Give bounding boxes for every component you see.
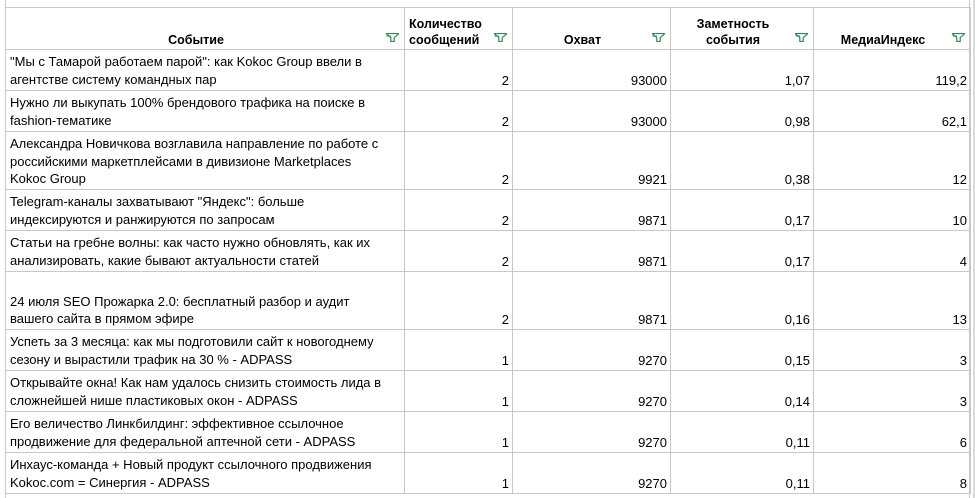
event-cell[interactable] bbox=[6, 231, 405, 272]
header-label: сообщений bbox=[409, 33, 480, 47]
event-line bbox=[10, 275, 400, 293]
reach-cell[interactable]: 9270 bbox=[513, 371, 671, 412]
count-cell[interactable]: 1 bbox=[405, 330, 513, 371]
header-label: МедиаИндекс bbox=[840, 33, 926, 47]
filter-icon[interactable] bbox=[952, 33, 965, 42]
count-cell[interactable]: 2 bbox=[405, 231, 513, 272]
reach-cell[interactable]: 93000 bbox=[513, 50, 671, 91]
event-line: анализировать, какие бывают актуальности статей bbox=[10, 252, 320, 268]
event-cell[interactable] bbox=[6, 50, 405, 91]
event-line: Инхаус-команда + Новый продукт ссылочного продвижения bbox=[10, 457, 372, 472]
count-cell[interactable]: 2 bbox=[405, 132, 513, 190]
event-cell[interactable] bbox=[6, 330, 405, 371]
event-line: Нужно ли выкупать 100% брендового трафика на поиске в bbox=[10, 95, 365, 110]
count-cell[interactable]: 1 bbox=[405, 453, 513, 494]
mediaindex-cell[interactable]: 8 bbox=[814, 453, 971, 494]
count-cell[interactable]: 2 bbox=[405, 190, 513, 231]
visibility-cell[interactable]: 0,11 bbox=[671, 453, 814, 494]
column-header-visibility[interactable] bbox=[671, 8, 814, 50]
event-line: Статьи на гребне волны: как часто нужно обновлять, как их bbox=[10, 235, 371, 250]
event-cell[interactable] bbox=[6, 132, 405, 190]
reach-cell[interactable]: 9270 bbox=[513, 412, 671, 453]
mediaindex-cell[interactable]: 3 bbox=[814, 330, 971, 371]
mediaindex-cell[interactable]: 119,2 bbox=[814, 50, 971, 91]
table-row bbox=[6, 91, 971, 132]
column-header-count[interactable] bbox=[405, 8, 513, 50]
mediaindex-cell[interactable]: 4 bbox=[814, 231, 971, 272]
count-cell[interactable]: 2 bbox=[405, 272, 513, 330]
event-cell[interactable] bbox=[6, 272, 405, 330]
table-row bbox=[6, 231, 971, 272]
event-line: сложнейшей нише пластиковых окон - ADPASS bbox=[10, 392, 298, 408]
table-row bbox=[6, 330, 971, 371]
header-label: Охват bbox=[563, 33, 602, 47]
reach-cell[interactable]: 9871 bbox=[513, 231, 671, 272]
visibility-cell[interactable]: 1,07 bbox=[671, 50, 814, 91]
event-line: "Мы с Тамарой работаем парой": как Kokoc Group ввели в bbox=[10, 54, 362, 69]
filter-icon[interactable] bbox=[386, 33, 399, 42]
event-cell[interactable] bbox=[6, 190, 405, 231]
header-label: Событие bbox=[168, 33, 224, 47]
event-line: Kokoc Group bbox=[10, 171, 86, 186]
visibility-cell[interactable]: 0,98 bbox=[671, 91, 814, 132]
visibility-cell[interactable]: 0,17 bbox=[671, 190, 814, 231]
table-row bbox=[6, 132, 971, 190]
mediaindex-cell[interactable]: 13 bbox=[814, 272, 971, 330]
visibility-cell[interactable]: 0,38 bbox=[671, 132, 814, 190]
table-row bbox=[6, 50, 971, 91]
event-line: российскими маркетплейсами в дивизионе Marketplaces bbox=[10, 153, 352, 169]
visibility-cell[interactable]: 0,16 bbox=[671, 272, 814, 330]
event-cell[interactable] bbox=[6, 371, 405, 412]
event-line: Открывайте окна! Как нам удалось снизить стоимость лида в bbox=[10, 375, 382, 390]
events-table bbox=[5, 7, 971, 494]
header-label: события bbox=[705, 33, 761, 47]
table-row bbox=[6, 190, 971, 231]
reach-cell[interactable]: 9270 bbox=[513, 330, 671, 371]
mediaindex-cell[interactable]: 3 bbox=[814, 371, 971, 412]
filter-icon[interactable] bbox=[795, 33, 808, 42]
column-header-event[interactable] bbox=[6, 8, 405, 50]
event-line: fashion-тематике bbox=[10, 112, 112, 128]
count-cell[interactable]: 1 bbox=[405, 412, 513, 453]
column-header-mediaindex[interactable] bbox=[814, 8, 971, 50]
mediaindex-cell[interactable]: 12 bbox=[814, 132, 971, 190]
table-row bbox=[6, 412, 971, 453]
mediaindex-cell[interactable]: 10 bbox=[814, 190, 971, 231]
visibility-cell[interactable]: 0,14 bbox=[671, 371, 814, 412]
mediaindex-cell[interactable]: 6 bbox=[814, 412, 971, 453]
event-line: Telegram-каналы захватывают "Яндекс": больше bbox=[10, 194, 305, 209]
event-line: Его величество Линкбилдинг: эффективное ссылочное bbox=[10, 416, 344, 431]
event-line: Kokoc.com = Синергия - ADPASS bbox=[10, 474, 210, 490]
event-line: 24 июля SEO Прожарка 2.0: бесплатный разбор и аудит bbox=[10, 293, 350, 309]
event-line: Александра Новичкова возглавила направление по работе с bbox=[10, 136, 379, 151]
reach-cell[interactable]: 9270 bbox=[513, 453, 671, 494]
filter-icon[interactable] bbox=[494, 33, 507, 42]
count-cell[interactable]: 2 bbox=[405, 91, 513, 132]
filter-icon[interactable] bbox=[652, 33, 665, 42]
header-label: Заметность bbox=[696, 17, 770, 31]
reach-cell[interactable]: 9921 bbox=[513, 132, 671, 190]
visibility-cell[interactable]: 0,17 bbox=[671, 231, 814, 272]
column-header-reach[interactable] bbox=[513, 8, 671, 50]
event-line: вашего сайта в прямом эфире bbox=[10, 311, 195, 326]
header-row bbox=[6, 8, 971, 50]
reach-cell[interactable]: 9871 bbox=[513, 190, 671, 231]
event-line: агентстве систему командных пар bbox=[10, 71, 217, 87]
event-cell[interactable] bbox=[6, 91, 405, 132]
event-line: Успеть за 3 месяца: как мы подготовили сайт к новогоднему bbox=[10, 334, 374, 349]
reach-cell[interactable]: 93000 bbox=[513, 91, 671, 132]
event-line: индексируются и ранжируются по запросам bbox=[10, 211, 275, 227]
table-row bbox=[6, 371, 971, 412]
event-cell[interactable] bbox=[6, 453, 405, 494]
reach-cell[interactable]: 9871 bbox=[513, 272, 671, 330]
visibility-cell[interactable]: 0,11 bbox=[671, 412, 814, 453]
count-cell[interactable]: 1 bbox=[405, 371, 513, 412]
header-label: Количество bbox=[409, 17, 482, 31]
visibility-cell[interactable]: 0,15 bbox=[671, 330, 814, 371]
mediaindex-cell[interactable]: 62,1 bbox=[814, 91, 971, 132]
event-line: продвижение для федеральной аптечной сети - ADPASS bbox=[10, 433, 356, 449]
event-cell[interactable] bbox=[6, 412, 405, 453]
event-line: сезону и вырастили трафик на 30 % - ADPASS bbox=[10, 351, 293, 367]
count-cell[interactable]: 2 bbox=[405, 50, 513, 91]
table-row bbox=[6, 453, 971, 494]
table-row bbox=[6, 272, 971, 330]
